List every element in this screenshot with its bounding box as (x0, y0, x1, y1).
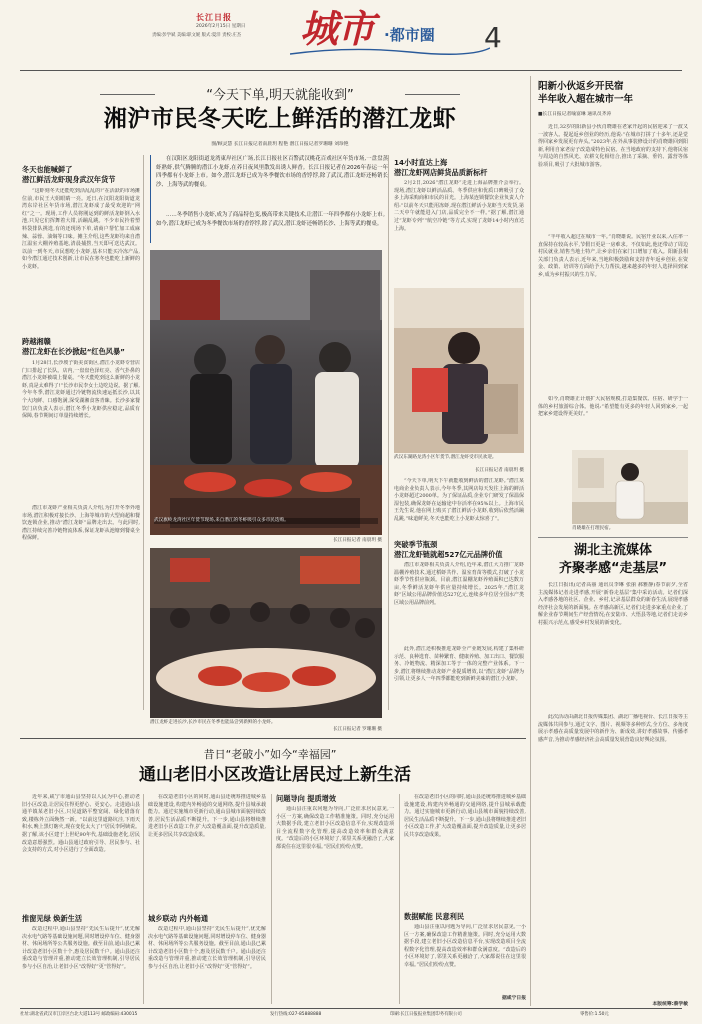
bottom-subhead-2: 城乡联动 内外畅通 (148, 914, 209, 923)
masthead (0, 0, 702, 72)
right-headline-1: 阳新小伙返乡开民宿 半年收入超在城市一年 (538, 81, 634, 105)
footer-rule (20, 1008, 682, 1009)
mid-col-divider (388, 155, 389, 710)
photo-homestay-owner (572, 450, 688, 524)
photo-left-caption: 武汉东湖路龙湾小区年货节,潜江龙虾受市民欢迎。 (394, 455, 497, 460)
bottom-body-4: 通山县注重以问题为导向,广泛征求居民意见,一小区一方案,确保改造工作精准施策。同时,充分运用大数据手段,建立老旧小区改造信息平台,实现改造项目全流程数字化管理,提高改造效率和群众满意度。“改造后的小区环境好了,邻里关系更融洽了,大家都说住在这里很幸福。”居民们纷纷点赞。 (276, 806, 394, 850)
footer-print: 印刷:长江日报报业集团印务有限公司 (390, 1012, 462, 1017)
section-subtitle: ·都市圈 (384, 26, 435, 44)
bottom-subhead-1: 推窗见绿 焕新生活 (22, 914, 83, 923)
photo-bottom-credit: 长江日报记者 罗珊珊 摄 (333, 727, 382, 732)
bottom-body-3b: 改造过程中,通山县坚持“先民生后提升”,优先解决水电气路等基础设施问题,同时增设停车位、健身器材、休闲场所等公共服务设施。截至目前,通山县已累计改造老旧小区数十个,惠及居民数千户。通山县还注重改造与管理并重,推动建立长效管理机制,引导居民参与小区自治,让老旧小区“改得好”更“管得好”。 (148, 926, 266, 970)
mid-body-3: 潜江市龙虾相关负责人介绍,近年来,潜江大力推广龙虾温棚养殖技术,通过稻虾共作、温室育苗等模式,打破了小龙虾季节性供应瓶颈。目前,潜江温棚龙虾养殖面积已达数万亩,冬季鲜活龙虾年供应量持续增长。2025年,“潜江龙虾”区域公用品牌价值达527亿元,连续多年位居全国水产类区域公用品牌前列。 (394, 562, 524, 606)
left-subhead-2: 跨越湘赣 潜江龙虾在长沙掀起“红色风暴” (22, 337, 125, 356)
right-headline-2: 湖北主流媒体 齐聚孝感“走基层” (558, 543, 668, 576)
photo-center-caption: 武汉旗岭龙湾社区年货节现场,来自潜江的冬虾吸引众多市民选购。 (154, 518, 378, 524)
bottom-divider-2 (271, 794, 272, 1004)
top-story-byline: 图/顾灵慧 长江日报记者南晨玥 程艳 潜江日报记者罗珊珊 刘珍艳 (211, 142, 349, 147)
photo-market-stall (150, 250, 382, 535)
section-title: 城市 (300, 7, 375, 51)
right-body-4: 长江日报讯(记者高丽 通讯员李琳 张丽 郝雅静)春节前夕,全省主流媒体记者走进孝感,开展“新春走基层”集中采访活动。记者们深入孝感各地的社区、企业、乡村,记录基层群众的新春生活,展现孝感经济社会发展的新面貌。在孝感高新区,记者们走进多家重点企业,了解企业春节期间生产经营情况;在安陆市、大悟县等地,记者们走访乡村振兴示范点,感受乡村发展的新变化。 (538, 582, 688, 626)
footer-address: 社址:湖北省武汉市江岸区台北大道113号 邮政编码:430015 (20, 1012, 138, 1017)
top-story-kicker: “今天下单,明天就能收到” (206, 88, 354, 103)
footer-phone: 发行热线:027-85888888 (270, 1012, 322, 1017)
kicker-rule-left (100, 94, 155, 95)
newspaper-logo: 长江日报 (196, 12, 232, 22)
page-editor: 本版统筹:蔡学敏 (652, 1002, 688, 1007)
bottom-story-rule (20, 738, 526, 739)
masthead-rule (20, 70, 682, 71)
left-body-2: 1月28日,长沙坡子街美食街区,潜江小龙虾专营店门口排起了长队。店内,一盘盘色泽红亮、香气扑鼻的潜江小龙虾被端上餐桌。“冬天能吃到这么新鲜的小龙虾,真是太难得了!”长沙市民李女士边吃边说。据了解,今年冬季,潜江龙虾通过冷链物流快速运抵长沙,以其个大肉鲜、口感饱满,深受湖湘食客青睐。长沙多家餐饮门店负责人表示,潜江冬季小龙虾供应稳定,品质有保障,春节期间订单量持续增长。 (22, 360, 140, 420)
lead-paragraph: 在汉阳区龙阳街道龙湾東岸社区广场,长江日报社区百警武汉桃花百戏社区年货市场,一盘盘蒸虾熟虾,供气腾腾的潜江小龙虾,在养日夜风里散发出诱人鲜香。长江日报记者在2026年春运一年四季都有小龙虾上市。如今,潜江龙虾已成为冬季餐饮市场的香饽饽,除了武汉,潜江龙虾还畅销长沙、上海等武的餐桌。 (156, 156, 388, 188)
kicker-rule-right (405, 94, 460, 95)
issue-date: 2026年2月15日 星期日 (196, 24, 246, 29)
photo-shop-woman (394, 288, 524, 453)
bottom-body-1: 近年来,咸宁市通山县坚持以人民为中心,推动老旧小区改造,让居民住得更舒心、更安心。走进通山县通羊镇某老旧小区,只见道路平整宽阔、绿化错落有致,楼栋外立面焕然一新。“以前这里道路坑洼,下雨天积水,晚上黑灯瞎火,现在变化太大了!”居民李阿姨说。据了解,该小区建于上世纪90年代,基础设施老化,居民改造意愿强烈。通山县通过政府引导、居民参与、社会支持的方式,对小区进行了全面改造。 (22, 794, 140, 854)
homestay-illustration (572, 450, 688, 524)
right-photo-caption: 肖晓雄在打理民宿。 (572, 526, 614, 531)
shop-scene-illustration (394, 288, 524, 453)
bottom-divider-1 (143, 794, 144, 1004)
staff-line: 责编:彭学斌 美编:职文妮 版式:夏洋 责校:庄杰 (152, 33, 242, 38)
left-col-divider (143, 155, 144, 710)
photo-restaurant-crowd (150, 548, 382, 718)
bottom-divider-3 (399, 794, 400, 1004)
bottom-subhead-3: 问题导向 提质增效 (276, 794, 337, 803)
bottom-body-2: 改造过程中,通山县坚持“先民生后提升”,优先解决水电气路等基础设施问题,同时增设停车位、健身器材、休闲场所等公共服务设施。截至目前,通山县已累计改造老旧小区数十个,惠及居民数千户。通山县还注重改造与管理并重,推动建立长效管理机制,引导居民参与小区自治,让老旧小区“改得好”更“管得好”。 (22, 926, 140, 970)
market-scene-illustration (150, 250, 382, 535)
bottom-body-3: 在改造老旧小区的同时,通山县还统筹推进城乡基础设施建设,构建内外畅通的交通网络,提升县城承载能力。通过实施城市更新行动,通山县城市面貌持续改善,居民生活品质不断提升。下一步,通山县将继续推进老旧小区改造工作,扩大改造覆盖面,提升改造质量,让更多居民共享改造成果。 (148, 794, 266, 838)
right-col-divider (530, 76, 531, 1006)
page-number: 4 (484, 21, 502, 54)
bottom-story-kicker: 昔日“老破小”如今“幸福园” (203, 748, 337, 761)
bottom-body-6: 通山县注重以问题为导向,广泛征求居民意见,一小区一方案,确保改造工作精准施策。同时,充分运用大数据手段,建立老旧小区改造信息平台,实现改造项目全流程数字化管理,提高改造效率和群众满意度。“改造后的小区环境好了,邻里关系更融洽了,大家都说住在这里很幸福。”居民们纷纷点赞。 (404, 924, 526, 968)
footer-price: 零售价:1.50元 (580, 1012, 609, 1017)
right-body-2: “半年收入超过在城市一年。”肖晓雄说。民宿开业以来,入住率一直保持在较高水平,节假日更是一房难求。不仅如此,他还带动了周边村民就业,销售当地土特产,让乡亲们在家门口增加了收入。阳新县相关部门负责人表示,近年来,当地积极鼓励和支持青年返乡创业,在资金、政策、培训等方面给予大力帮扶,越来越多的年轻人选择回到家乡,成为乡村振兴的生力军。 (538, 234, 688, 278)
left-body-1: “这虾刻冬天还能吃到活乱乱的!”在活跃的市场摊位前,市民王大姐眼睛一亮。近日,在汉阳龙阳街道龙湾东岸社区年货市场,潜江龙虾成了最受欢迎的“网红”之一。现场,工作人员将刚运到的鲜活龙虾倒入水池,只见它们挥舞着大钳,活蹦乱跳。不少市民拎着塑料袋排队挑选,有的还现场下单,请商户帮忙加工成麻辣、蒜蓉、油焖等口味。摊主介绍,这些龙虾均来自潜江温室大棚养殖基地,清晨捕捞,当天即可送达武汉。以前一到冬天,市民想吃小龙虾,基本只能买冷冻产品,如今潜江通过技术创新,让市民在寒冬也能吃上新鲜的小龙虾。 (22, 188, 140, 270)
masthead-swoosh (290, 44, 490, 58)
photo-left-credit: 长江日报记者 南晨玥 摄 (475, 468, 524, 473)
mid-subhead-2: 突破季节瓶颈 潜江龙虾链就超527亿元品牌价值 (394, 540, 503, 559)
left-subhead-1: 冬天也能喊鲜了 潜江鲜活龙虾现身武汉年货节 (22, 165, 116, 184)
mid-body-2: “今天下单,明天下午就能收到鲜活的潜江龙虾。”潜江某电商企业负责人表示,今年冬季,其网店每天发往上海的鲜活小龙虾超过2000单。为了保证品质,企业专门研发了保温保湿包装,确保龙虾在运输途中存活率在95%以上。上海市民王先生说,他在网上购买了潜江鲜活小龙虾,收到后依然活蹦乱跳,“味道鲜美,冬天也能吃上小龙虾太惊喜了”。 (394, 478, 524, 522)
footer (20, 1011, 682, 1021)
right-body-3: 如今,肖晓雄正计划扩大民宿规模,打造集餐饮、住宿、研学于一体的乡村旅游综合体。他说:“希望能有更多的年轻人回到家乡,一起把家乡建设得更美好。” (538, 396, 688, 418)
mid-body-1: 2月2日,2026“潜江龙虾”走进上海品牌推介会举行。现场,潜江龙虾以鲜活品质、冬季供应和优质口碑吸引了众多上海采购商和市民的目光。上海某连锁餐饮企业负责人介绍:“以前冬天只能用冻虾,现在潜江鲜活小龙虾当天发货,第二天中午就能进入门店,品质完全不一样。”据了解,潜江通过“龙虾专列”“航空冷链”等方式,实现了龙虾14小时内直达上海。 (394, 180, 524, 232)
lead-paragraph-2: ……冬季销售小龙虾,成为了商品特色变,极高带来关键技术,让潜江一年四季都有小龙虾上市。如今,潜江龙虾已成为冬季餐饮市场的香饽饽,除了武汉,潜江龙虾还畅销长沙、上海等武的餐桌。 (156, 212, 388, 227)
mid-subhead-1: 14小时直达上海 潜江龙虾网店鲜货品质新标杆 (394, 158, 488, 177)
photo-bottom-caption: 潜江龙虾走进长沙,长沙市民在冬季也能品尝到新鲜的小龙虾。 (150, 720, 276, 725)
lead-box (150, 155, 388, 243)
right-body-1: 近日,32岁的阳新县小伙肖晓雄在老家开起的民宿迎来了一波又一波客人。提起返乡创业的经历,他说:“在城市打拼了十多年,还是觉得回家乡发展更有奔头。”2023年,在外从事装修设计的肖晓雄回到阳新,利用自家老房子改造成特色民宿。在当地政府的支持下,他将民宿与周边的自然风光、农耕文化相结合,推出了采摘、垂钓、露营等体验项目,吸引了大批城市游客。 (538, 124, 688, 168)
right-byline-1: ■长江日报记者喻富琳 通讯员齐涛 (538, 112, 612, 117)
bottom-story-headline: 通山老旧小区改造让居民过上新生活 (139, 765, 411, 785)
mid-body-4: 此外,潜江还积极推进龙虾全产业链发展,构建了集科研示范、良种选育、苗种繁育、健康养殖、加工出口、餐饮服务、冷链物流、精深加工等于一体的完整产业体系。下一步,潜江将继续推动龙虾产业提质增效,以“潜江龙虾”品牌为引领,让更多人一年四季都能吃到新鲜美味的潜江小龙虾。 (394, 646, 524, 683)
photo-center-credit: 长江日报记者 南晨玥 摄 (333, 538, 382, 543)
bottom-body-5: 在改造老旧小区的同时,通山县还统筹推进城乡基础设施建设,构建内外畅通的交通网络,提升县城承载能力。通过实施城市更新行动,通山县城市面貌持续改善,居民生活品质不断提升。下一步,通山县将继续推进老旧小区改造工作,扩大改造覆盖面,提升改造质量,让更多居民共享改造成果。 (404, 794, 526, 838)
bottom-subhead-4: 数据赋能 民意利民 (404, 912, 465, 921)
right-section-rule (538, 537, 688, 538)
bottom-story-source: 据咸宁日报 (502, 996, 526, 1001)
left-body-3: 潜江市龙虾产业相关负责人介绍,为打开冬季外地市场,潜江积极对接长沙、上海等城市的大型商超和餐饮连锁企业,推动“潜江龙虾”品牌走出去。与此同时,潜江持续完善冷链物流体系,保证龙虾从池塘到餐桌全程保鲜。 (22, 505, 140, 542)
right-body-5: 此次活动由湖北日报传媒集团、湖北广播电视台、长江日报等主流媒体共同参与,通过文字、图片、视频等多种形式,全方位、多角度展示孝感在高质量发展中的新作为、新成效,讲好孝感故事、传播孝感声音,为推动孝感经济社会高质量发展营造良好舆论氛围。 (538, 714, 688, 743)
top-story-headline: 湘沪市民冬天吃上鲜活的潜江龙虾 (103, 106, 457, 132)
restaurant-scene-illustration (150, 548, 382, 718)
